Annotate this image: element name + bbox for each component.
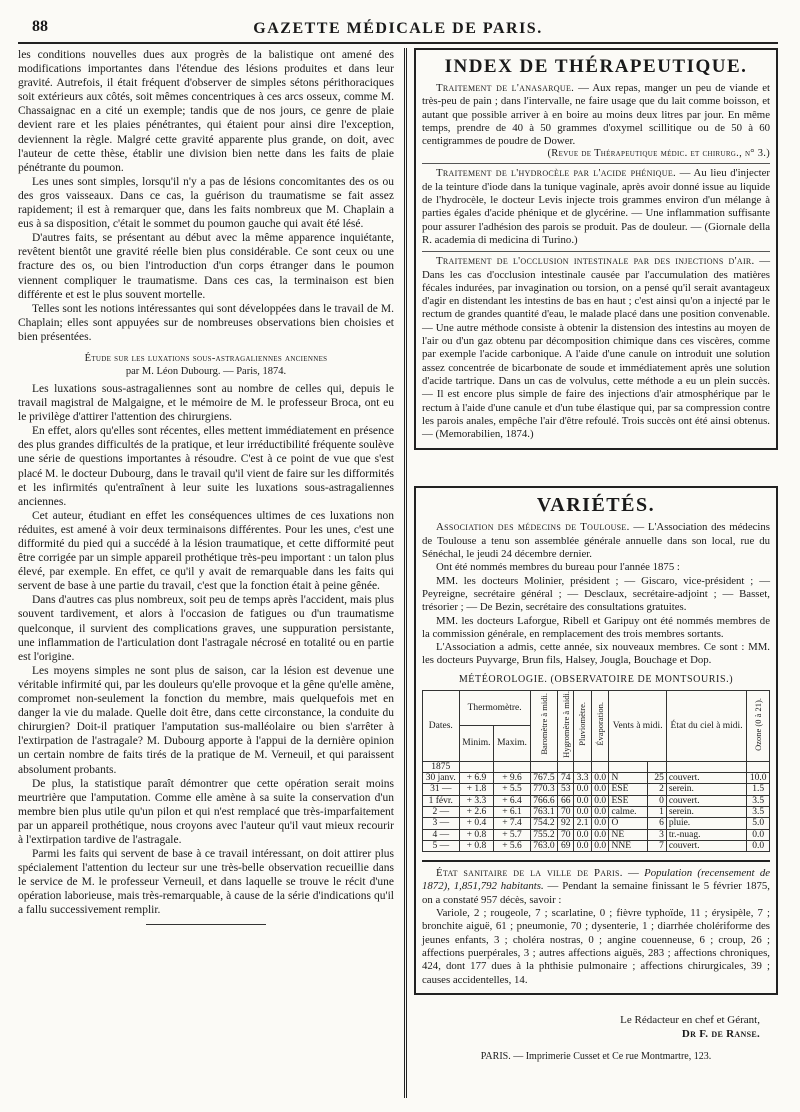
col-baro [530,690,558,761]
meteo-cell: 3 — [423,818,460,829]
meteo-cell: 0.0 [591,806,609,817]
meteo-cell: 70 [558,829,574,840]
page-header [18,8,778,44]
meteo-cell: pluie. [666,818,747,829]
meteo-cell: 5 — [423,840,460,851]
entry-heading: Traitement de l'hydrocèle par l'acide phénique. [436,167,677,180]
meteo-cell: 0.0 [747,829,770,840]
meteo-cell: serein. [666,784,747,795]
meteo-cell: 0.0 [591,829,609,840]
meteo-cell: 770.3 [530,784,558,795]
meteo-cell: 0.0 [574,840,592,851]
journal-title: GAZETTE MÉDICALE DE PARIS. [253,20,543,37]
col-ozone [747,690,770,761]
meteo-cell: + 5.7 [494,829,530,840]
sanitaire-causes: Variole, 2 ; rougeole, 7 ; scarlatine, 0 ; fièvre typhoïde, 11 ; érysipèle, 7 ; bronchite aiguë, 61 ; pneumonie, 70 ; dysenterie, 1 ; diarrhée cholériforme des jeunes enfants, 3 ; choléra nostras, 0 ; angine couenneuse, 6 ; croup, 26 ; affections puerpérales, 3 ; autres affections aiguës, 283 ; affections chroniques, 424, dont 177 dues à la phthisie pulmonaire ; affections chirurgicales, 39 ; causes accidentelles, 14. [422,907,770,986]
index-entry [422,167,770,247]
index-title: INDEX DE THÉRAPEUTIQUE. [444,56,748,77]
col-baro-label: Baromètre à midi. [538,693,549,755]
entry-heading: Traitement de l'occlusion intestinale par des injections d'air. [436,255,755,268]
meteo-cell: + 2.6 [459,806,494,817]
meteo-cell: + 7.4 [494,818,530,829]
meteo-cell: 3.5 [747,795,770,806]
col-ciel: État du ciel à midi. [666,690,747,761]
entry-divider [422,163,770,164]
meteo-cell: 6 [648,818,667,829]
paragraph: En effet, alors qu'elles sont récentes, elles mettent immédiatement en présence des plus grandes difficultés de la pratique, et leur irréductibilité fréquente soulève une série de questions importantes à résoudre. C'est à ce point de vue que s'est placé M. le docteur Dubourg, dans le travail qu'il vient de faire sur les difformités et les infirmités qu'entraînent à leur suite les luxations sous-astragaliennes anciennes. [18,425,394,508]
col-dates: Dates. [423,690,460,761]
varietes-paragraph: Ont été nommés membres du bureau pour l'année 1875 : [436,561,680,574]
meteo-cell: 0 [648,795,667,806]
meteo-row [423,818,770,829]
meteo-cell: 3.3 [574,773,592,784]
meteo-body [423,761,770,851]
paragraph: Telles sont les notions intéressantes qui sont développées dans le travail de M. Chaplain; elles sont appuyées sur de nombreuses observations bien choisies et bien présentées. [18,302,394,343]
meteo-cell: + 5.5 [494,784,530,795]
meteo-cell: 763.0 [530,840,558,851]
meteo-cell: 7 [648,840,667,851]
col-hygro [558,690,574,761]
meteo-row [423,840,770,851]
meteo-cell: 0.0 [574,829,592,840]
meteo-cell: 1 févr. [423,795,460,806]
meteo-row [423,806,770,817]
meteo-cell: 66 [558,795,574,806]
meteo-cell: 0.0 [574,784,592,795]
varietes-title: VARIÉTÉS. [536,494,656,517]
meteo-cell: 0.0 [591,784,609,795]
meteo-cell: N [609,773,648,784]
varietes-section [414,486,778,994]
left-column [18,48,394,925]
col-hygro-label: Hygromètre à midi. [560,690,571,758]
varietes-paragraph: MM. les docteurs Laforgue, Ribell et Garipuy ont été nommés membres de la commission générale, en remplacement des trois membres sortants. [422,614,770,640]
sanitaire-paragraph [422,867,770,907]
meteo-cell: couvert. [666,840,747,851]
meteo-row [423,784,770,795]
meteo-row [423,773,770,784]
entry-body: — Aux repas, manger un peu de viande et très-peu de pain ; dans l'intervalle, ne faire usage que du lait comme boisson, et autant que possible arriver à en boire au moins deux litres par jour. En même temps, prendre de 40 à 50 grammes d'oxymel scillitique ou de 50 à 60 centigrammes de poudre de Dower. [422,82,770,148]
meteo-cell: 755.2 [530,829,558,840]
meteo-cell: 0.0 [591,773,609,784]
meteo-cell: NNE [609,840,648,851]
meteo-cell: 3.5 [747,806,770,817]
meteo-cell: 92 [558,818,574,829]
entry-heading: Traitement de l'anasarque. [436,82,575,94]
meteo-cell: 1.5 [747,784,770,795]
entry-text [422,167,770,247]
meteo-row [423,795,770,806]
meteo-cell: couvert. [666,795,747,806]
meteo-cell: 5.0 [747,818,770,829]
meteo-cell: 767.5 [530,773,558,784]
sanitaire-text: — Pendant la semaine finissant le 5 février 1875, on a constaté 957 décès, savoir : [422,880,770,906]
varietes-heading: Association des médecins de Toulouse. [436,521,630,534]
entry-text [422,82,770,148]
meteo-cell: + 6.4 [494,795,530,806]
meteo-cell: + 1.8 [459,784,494,795]
index-entry [422,82,770,159]
col-thermo: Thermomètre. [459,690,530,726]
page-number: 88 [32,18,48,35]
varietes-paragraph: L'Association a admis, cette année, six nouveaux membres. Ce sont : MM. les docteurs Puyvarge, Brun fils, Halsey, Jougla, Bouchage et Dop. [422,641,770,667]
columns [18,48,778,1098]
meteo-cell: serein. [666,806,747,817]
meteo-cell: 0.0 [591,840,609,851]
etat-sanitaire [422,860,770,987]
varietes-text: — L'Association des médecins de Toulouse a tenu son assemblée générale annuelle dans son local, rue du Sénéchal, le jeudi 24 décembre dernier. [422,521,770,561]
year-cell: 1875 [423,761,460,772]
meteo-cell: 0.0 [574,806,592,817]
sanitaire-heading: État sanitaire de la ville de Paris. [436,867,623,880]
col-evap [591,690,609,761]
meteo-cell: 30 janv. [423,773,460,784]
meteo-cell: 0.0 [591,818,609,829]
paragraph: Les unes sont simples, lorsqu'il n'y a pas de lésions concomitantes des os ou des gros vaisseaux. Dans ce cas, la guérison du traumatisme se fait assez rapidement; il est à remarquer que, dans les faits nombreux que M. Chaplain a eus à sa disposition, c'était le sommet du poumon gauche qui avait été lésé. [18,175,394,231]
signature-name: Dr F. de Ranse. [681,1027,760,1040]
meteo-cell: 31 — [423,784,460,795]
paragraph: D'autres faits, se présentant au début avec la même apparence inquiétante, revêtent bientôt une gravité réelle bien plus considérable. Ce sont ceux ou une fracture des os, ou bien l'introduction d'un corps étranger dans le poumon viennent compliquer le traumatisme. Dans ces cas, la terminaison est bien différente et est le plus souvent mortelle. [18,232,394,301]
col-vents: Vents à midi. [609,690,666,761]
meteo-cell: 74 [558,773,574,784]
meteo-cell: 25 [648,773,667,784]
meteo-cell: + 9.6 [494,773,530,784]
meteo-cell: ESE [609,795,648,806]
varietes-paragraph [422,521,770,561]
varietes-paragraph: MM. les docteurs Molinier, président ; — Giscaro, vice-président ; — Peyreigne, secrétaire général ; — Desclaux, secrétaire-adjoint ; — Basset, trésorier ; — De Bezin, secrétaire des consultations gratuites. [422,574,770,614]
col-ozone-label: Ozone (0 à 21). [753,697,763,751]
end-rule [146,924,266,925]
paragraph: De plus, la statistique paraît démontrer que cette opération serait moins meurtrière que l'amputation. Comme elle amène à sa suite la conservation d'un membre bien plus utile qu'un pilon et qui n'est remplacé que très-imparfaitement par un appareil prothétique, nous croyons avec l'auteur qu'il vaut mieux recourir à l'extirpation tardive de l'astragale. [18,777,394,846]
meteo-cell: 10.0 [747,773,770,784]
meteo-cell: 766.6 [530,795,558,806]
meteo-cell: + 0.8 [459,829,494,840]
col-pluvio-label: Pluviomètre. [577,702,588,746]
paragraph: Les moyens simples ne sont plus de saison, car la lésion est devenue une véritable infirmité qui, par les douleurs qu'elle provoque et la gêne qu'elle amène, compromet non-seulement la fonction du membre, mais quelquefois met en danger la vie du malade. Quelle doit être, dans cette circonstance, la conduite du chirurgien? Doit-il pratiquer l'amputation sus-malléolaire ou bien s'arrêter à l'extirpation de l'astragale? M. Dubourg apporte à l'appui de la dernière opinion un certain nombre de faits tirés de la pratique de M. Verneuil, et qui paraissent absolument probants. [18,664,394,776]
meteo-cell: 1 [648,806,667,817]
meteo-row [423,829,770,840]
meteo-cell: 2.1 [574,818,592,829]
meteo-cell: + 0.8 [459,840,494,851]
col-evap-label: Évaporation. [595,702,606,746]
article-title [18,352,394,378]
meteo-cell: + 5.6 [494,840,530,851]
meteo-cell: + 6.9 [459,773,494,784]
sanitaire-population: Population (recensement de 1872), 1,851,792 habitants. [422,867,771,893]
meteo-cell: 0.0 [747,840,770,851]
meteo-cell: 4 — [423,829,460,840]
signature [414,1013,778,1041]
paragraph: Parmi les faits qui servent de base à ce travail intéressant, on doit attirer plus spécialement l'attention du lecteur sur une très-belle observation recueillie dans le service de M. le professeur Verneuil, et dans laquelle se trouve le récit d'une opération laborieuse, mais très-remarquable, à cause de la série d'indications qu'il a fallu successivement remplir. [18,848,394,917]
col-maxim: Maxim. [494,726,530,762]
article-title-line: Étude sur les luxations sous-astragaliennes anciennes [84,352,328,364]
meteo-cell: tr.-nuag. [666,829,747,840]
meteo-cell: 69 [558,840,574,851]
paragraph: les conditions nouvelles dues aux progrès de la balistique ont amené des modifications importantes dans l'étendue des lésions produites et dans leur gravité. Autrefois, il était fréquent d'observer de simples sétons périthoraciques soit extérieurs aux côtés, soit mêmes concentriques à ces arcs osseux, comme M. Chassaignac en a cité un exemple; tandis que de nos jours, ce genre de plaie devient rare et les plaies pénétrantes, qui étaient pour ainsi dire l'exception, deviennent la règle. Malgré cette gravité apparente plus grande, on doit, avec l'auteur de cette thèse, établir une division bien nette dans les faits de plaie pénétrante du poumon. [18,49,394,174]
col-pluvio [574,690,592,761]
index-entry [422,255,770,441]
meteo-cell: 53 [558,784,574,795]
meteo-cell: couvert. [666,773,747,784]
meteo-cell: 0.0 [574,795,592,806]
meteo-cell: + 3.3 [459,795,494,806]
meteo-cell: calme. [609,806,648,817]
article-author-line: par M. Léon Dubourg. — Paris, 1874. [125,365,287,377]
signature-title: Le Rédacteur en chef et Gérant, [620,1013,760,1026]
meteo-cell: 3 [648,829,667,840]
year-row [423,761,770,772]
meteo-cell: 2 — [423,806,460,817]
meteo-cell: O [609,818,648,829]
index-therapeutique [414,48,778,450]
entry-divider [422,251,770,252]
meteo-title: MÉTÉOROLOGIE. (OBSERVATOIRE DE MONTSOURIS.) [458,673,734,685]
column-divider [404,48,407,1098]
paragraph: Dans d'autres cas plus nombreux, soit peu de temps après l'accident, mais plus souvent tardivement, et alors à l'occasion de fatigues ou d'un traumatisme quelconque, il survient des complications graves, une suppuration persistante, une inflammation de l'articulation dont l'astragale nécrosé en totalité ou en partie est l'origine. [18,594,394,663]
meteo-cell: ESE [609,784,648,795]
meteo-cell: + 6.1 [494,806,530,817]
entry-source: (Revue de Thérapeutique médic. et chirurg., n° 3.) [547,148,770,160]
meteo-cell: 754.2 [530,818,558,829]
meteo-cell: + 0.4 [459,818,494,829]
right-column [414,48,778,1062]
meteo-cell: 0.0 [591,795,609,806]
entry-body: — Au lieu d'injecter de la teinture d'iode dans la tunique vaginale, après avoir donné issue au liquide de l'hydrocèle, le docteur Levis injecte trois grammes environ d'un mélange à parties égales d'acide phénique et de glycérine. — Une inflammation suffisante pour assurer l'adhésion des parois se produit. Pas de douleur. — (Giornale della R. academia di medicina di Turino.) [422,167,771,246]
meteo-table [422,690,770,852]
printer-line: PARIS. — Imprimerie Cusset et Ce rue Montmartre, 123. [480,1050,712,1062]
paragraph: Cet auteur, étudiant en effet les conséquences ultimes de ces luxations non réduites, est amené à voir deux terminaisons différentes. Pour les unes, c'est une difformité du pied qui a succédé à la lésion traumatique, et cette difformité peut être corrigée par un simple appareil prothétique très-peu important : un talon plus élevé, par exemple. En effet, ce qu'il y avait de remarquable dans les faits qui servent de base à une partie du travail, c'est que la fonction était à peine gênée. [18,509,394,593]
meteo-cell: 763.1 [530,806,558,817]
entry-body: — Dans les cas d'occlusion intestinale causée par l'accumulation des matières fécales indurées, par invagination ou torsion, on a pensé qu'il serait avantageux d'agir en distendant les intestins de bas en haut ; c'est ainsi qu'on a injecté par le rectum de grandes quantité d'eau, le malade placé dans une position convenable. — Une autre méthode consiste à obtenir la distension des intestins au moyen de l'air ou d'un gaz obtenu par décomposition chimique dans ces viscères, comme par exemple l'acide carbonique. A l'aide d'une canule on introduit une solution assez concentrée de bicarbonate de soude et immédiatement après une solution d'acide tartrique. Dans un cas de volvulus, cette méthode a eu un plein succès. — Il est encore plus simple de faire des injections d'air atmosphérique par le rectum à l'aide d'une canule et d'un tube élastique qui, par sa compression contre les parois anales, empêche l'air d'être refoulé. Trois succès ont été ainsi obtenus. — (Memorabilien, 1874.) [422,255,770,441]
meteo-cell: 70 [558,806,574,817]
meteo-cell: 2 [648,784,667,795]
meteo-cell: NE [609,829,648,840]
col-minim: Minim. [459,726,494,762]
entry-text [422,255,770,441]
paragraph: Les luxations sous-astragaliennes sont au nombre de celles qui, depuis le travail magistral de Malgaigne, et le mémoire de M. le professeur Broca, ont eu le privilège d'attirer l'attention des chirurgiens. [18,382,394,424]
sanitaire-dash: — [622,867,645,880]
